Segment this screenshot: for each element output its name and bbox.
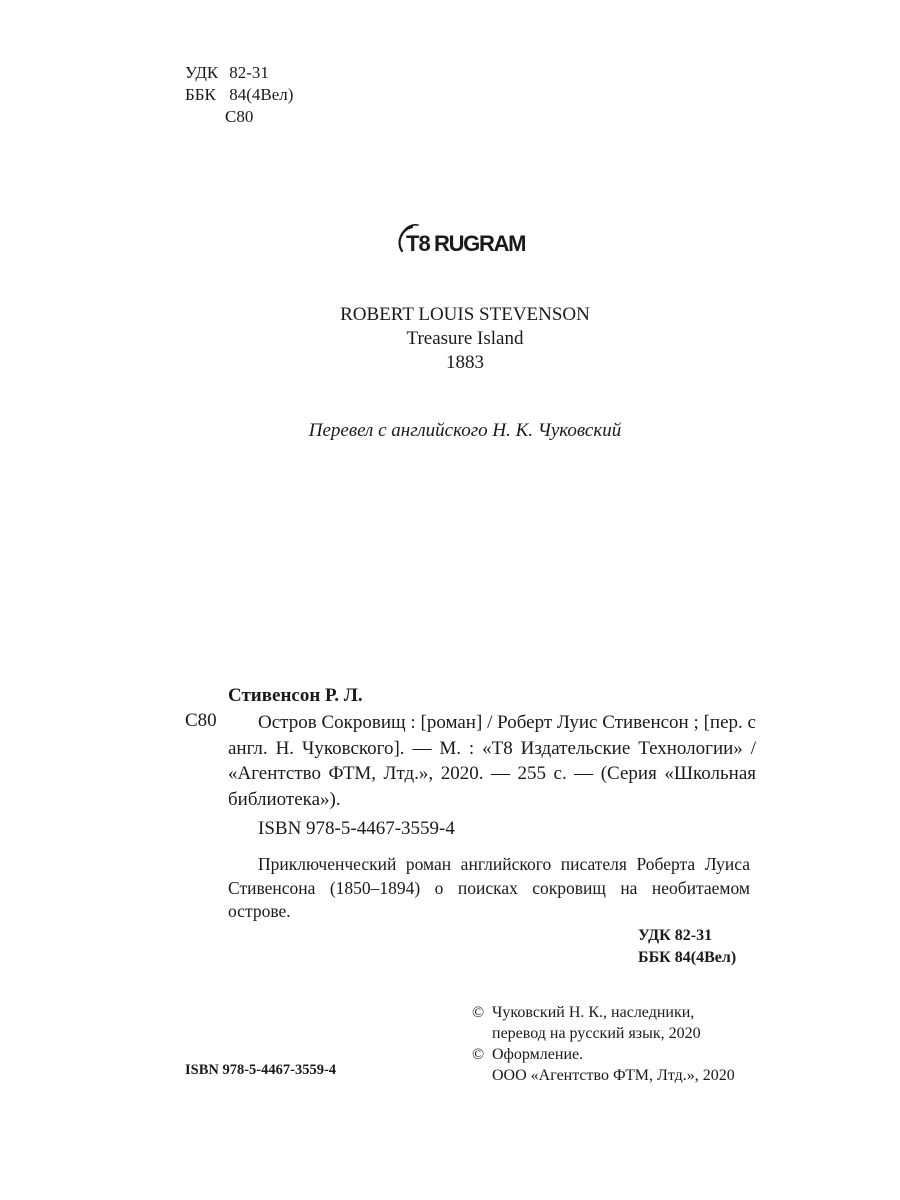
original-author: ROBERT LOUIS STEVENSON <box>340 304 590 325</box>
catalog-description-text: Остров Сокровищ : [роман] / Роберт Луис Стивенсон ; [пер. с англ. Н. Чуковского]. — М. : «Т8 Издательские Технологии» / «Агентство ФТМ, Лтд.», 2020. — 255 с. — (Серия «Школьная библиотека»). <box>228 712 756 810</box>
catalog-abstract <box>228 853 750 924</box>
right-bbk: ББК 84(4Вел) <box>638 949 737 966</box>
catalog-isbn: ISBN 978-5-4467-3559-4 <box>258 818 455 839</box>
copyright-2-line2: ООО «Агентство ФТМ, Лтд.», 2020 <box>492 1067 735 1084</box>
copyright-icon: © <box>472 1004 485 1021</box>
bbk-row <box>185 84 293 106</box>
udk-value: 82-31 <box>229 63 269 82</box>
copyright-1-line1 <box>472 1002 762 1023</box>
udk-label: УДК <box>185 63 219 82</box>
logo-t8: T8 <box>406 231 430 256</box>
original-title-block <box>0 303 900 375</box>
catalog-description <box>228 710 756 812</box>
catalog-abstract-text: Приключенческий роман английского писателя Роберта Луиса Стивенсона (1850–1894) о поисках сокровищ на необитаемом острове. <box>228 854 750 921</box>
author-mark: С80 <box>225 107 254 126</box>
right-classification <box>638 925 736 969</box>
udk-row <box>185 62 293 84</box>
catalog-author-mark: С80 <box>185 710 217 731</box>
translator-note: Перевел с английского Н. К. Чуковский <box>308 420 622 441</box>
copyright-1-line2: перевод на русский язык, 2020 <box>492 1025 701 1042</box>
classification-block <box>185 62 293 128</box>
catalog-author-heading: Стивенсон Р. Л. <box>228 685 363 706</box>
bbk-value: 84(4Вел) <box>229 85 294 104</box>
copyright-icon: © <box>472 1046 485 1063</box>
right-udk: УДК 82-31 <box>638 927 713 944</box>
original-year: 1883 <box>446 352 484 373</box>
copyright-block <box>472 1002 762 1086</box>
t8-rugram-logo-icon <box>398 221 538 261</box>
logo-rugram: RUGRAM <box>434 231 526 256</box>
original-title: Treasure Island <box>406 328 524 349</box>
copyright-2-holder: Оформление. <box>492 1046 584 1063</box>
copyright-1-holder: Чуковский Н. К., наследники, <box>492 1004 695 1021</box>
publisher-logo <box>398 221 538 261</box>
bbk-label: ББК <box>185 85 216 104</box>
bottom-isbn: ISBN 978-5-4467-3559-4 <box>185 1062 337 1078</box>
copyright-2-line1 <box>472 1044 762 1065</box>
